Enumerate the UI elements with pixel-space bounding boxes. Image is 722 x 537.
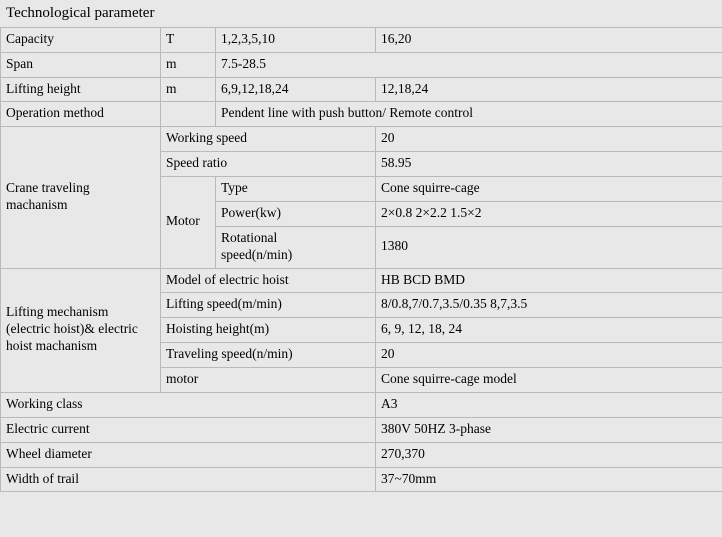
table-row xyxy=(1,268,722,293)
row-label-electric-current: Electric current xyxy=(1,417,376,442)
row-value-model-of-electric-hoist: HB BCD BMD xyxy=(376,268,722,293)
crane-traveling-label-line1: Crane traveling xyxy=(6,180,90,195)
row-value-width-of-trail: 37~70mm xyxy=(376,467,722,492)
row-value-lifting-height-2: 12,18,24 xyxy=(376,77,722,102)
table-row xyxy=(1,52,722,77)
row-label-hoisting-height: Hoisting height(m) xyxy=(161,318,376,343)
table-row xyxy=(1,127,722,152)
row-label-motor-type: Type xyxy=(216,177,376,202)
lifting-mechanism-label-line1: Lifting mechanism xyxy=(6,304,109,320)
row-value-working-speed: 20 xyxy=(376,127,722,152)
row-value-lifting-height-1: 6,9,12,18,24 xyxy=(216,77,376,102)
row-label-traveling-speed: Traveling speed(n/min) xyxy=(161,343,376,368)
row-value-capacity-1: 1,2,3,5,10 xyxy=(216,27,376,52)
row-label-lifting-mechanism xyxy=(1,268,161,392)
row-unit-span: m xyxy=(161,52,216,77)
table-row xyxy=(1,77,722,102)
row-label-motor-rotational-speed xyxy=(216,226,376,268)
table-row xyxy=(1,27,722,52)
row-value-motor-power: 2×0.8 2×2.2 1.5×2 xyxy=(376,201,722,226)
row-label-wheel-diameter: Wheel diameter xyxy=(1,442,376,467)
row-value-motor-rotational-speed: 1380 xyxy=(376,226,722,268)
row-value-traveling-speed: 20 xyxy=(376,343,722,368)
row-unit-lifting-height: m xyxy=(161,77,216,102)
row-label-model-of-electric-hoist: Model of electric hoist xyxy=(161,268,376,293)
row-unit-operation-method xyxy=(161,102,216,127)
row-label-span: Span xyxy=(1,52,161,77)
table-row xyxy=(1,392,722,417)
row-value-lifting-speed: 8/0.8,7/0.7,3.5/0.35 8,7,3.5 xyxy=(376,293,722,318)
row-value-electric-current: 380V 50HZ 3-phase xyxy=(376,417,722,442)
table-row xyxy=(1,467,722,492)
row-label-crane-traveling-mechanism xyxy=(1,127,161,268)
row-value-span: 7.5-28.5 xyxy=(216,52,722,77)
lifting-mechanism-label-line2: (electric hoist)& electric xyxy=(6,321,138,337)
page-title: Technological parameter xyxy=(1,1,722,28)
row-unit-capacity: T xyxy=(161,27,216,52)
row-label-operation-method: Operation method xyxy=(1,102,161,127)
row-label-capacity: Capacity xyxy=(1,27,161,52)
row-label-lifting-height: Lifting height xyxy=(1,77,161,102)
row-value-capacity-2: 16,20 xyxy=(376,27,722,52)
row-label-width-of-trail: Width of trail xyxy=(1,467,376,492)
row-value-hoist-motor: Cone squirre-cage model xyxy=(376,368,722,393)
row-label-working-speed: Working speed xyxy=(161,127,376,152)
table-row xyxy=(1,417,722,442)
row-value-operation-method: Pendent line with push button/ Remote control xyxy=(216,102,722,127)
row-label-working-class: Working class xyxy=(1,392,376,417)
row-value-working-class: A3 xyxy=(376,392,722,417)
row-label-motor-power: Power(kw) xyxy=(216,201,376,226)
lifting-mechanism-label-line3: hoist machanism xyxy=(6,338,98,354)
crane-traveling-label-line2: machanism xyxy=(6,196,68,212)
row-label-hoist-motor: motor xyxy=(161,368,376,393)
table-title-row xyxy=(1,1,722,28)
row-label-speed-ratio: Speed ratio xyxy=(161,152,376,177)
table-row xyxy=(1,102,722,127)
table-row xyxy=(1,442,722,467)
row-value-motor-type: Cone squirre-cage xyxy=(376,177,722,202)
row-label-lifting-speed: Lifting speed(m/min) xyxy=(161,293,376,318)
row-value-speed-ratio: 58.95 xyxy=(376,152,722,177)
row-value-wheel-diameter: 270,370 xyxy=(376,442,722,467)
motor-rotational-label-line2: speed(n/min) xyxy=(221,246,293,262)
row-value-hoisting-height: 6, 9, 12, 18, 24 xyxy=(376,318,722,343)
motor-rotational-label-line1: Rotational xyxy=(221,229,278,245)
row-label-motor: Motor xyxy=(161,177,216,269)
